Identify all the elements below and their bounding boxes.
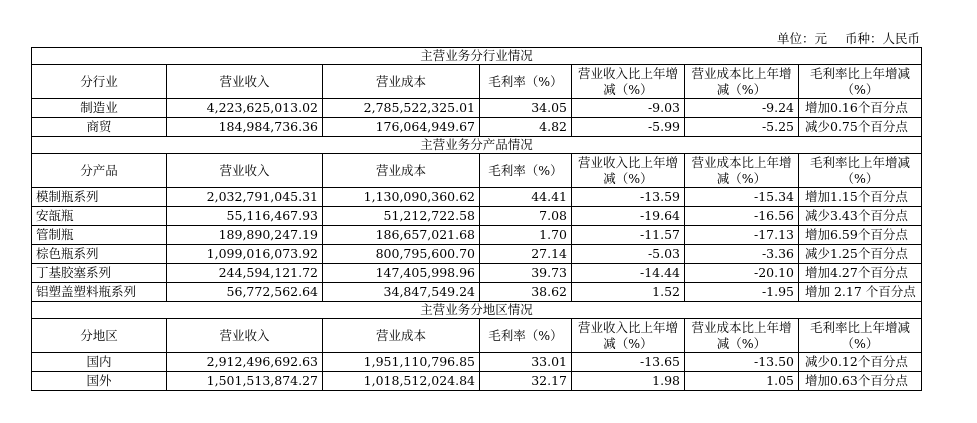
table-cell: 减少0.75个百分点 [799,118,922,137]
unit-line [763,29,920,47]
table-cell: 减少0.12个百分点 [799,353,922,372]
table-cell: 1.52 [572,283,685,302]
column-header: 营业成本比上年增减（%） [685,154,799,188]
table-cell: 44.41 [480,188,572,207]
table-cell: 34.05 [480,99,572,118]
table-cell: 244,594,121.72 [167,264,323,283]
table-cell: -19.64 [572,207,685,226]
table-cell: 增加0.63个百分点 [799,372,922,391]
table-cell: -1.95 [685,283,799,302]
column-header: 营业成本比上年增减（%） [685,319,799,353]
section-title-row [32,48,922,65]
table-row [32,372,922,391]
table-cell: -16.56 [685,207,799,226]
table-cell: 国外 [32,372,167,391]
table-cell: 186,657,021.68 [323,226,480,245]
column-header: 营业成本 [323,319,480,353]
column-header: 毛利率比上年增减（%） [799,319,922,353]
table-cell: 制造业 [32,99,167,118]
table-cell: 2,912,496,692.63 [167,353,323,372]
table-cell: 2,785,522,325.01 [323,99,480,118]
table-cell: 1.70 [480,226,572,245]
column-header: 毛利率比上年增减（%） [799,65,922,99]
main-business-table [31,47,922,391]
table-cell: -5.03 [572,245,685,264]
table-cell: 189,890,247.19 [167,226,323,245]
table-cell: 减少3.43个百分点 [799,207,922,226]
table-cell: 38.62 [480,283,572,302]
table-cell: 铝塑盖塑料瓶系列 [32,283,167,302]
table-cell: -11.57 [572,226,685,245]
table-cell: -15.34 [685,188,799,207]
column-header: 毛利率（%） [480,154,572,188]
table-cell: 1,501,513,874.27 [167,372,323,391]
table-row [32,118,922,137]
table-row [32,226,922,245]
table-cell: 184,984,736.36 [167,118,323,137]
table-cell: -13.50 [685,353,799,372]
column-header: 营业成本比上年增减（%） [685,65,799,99]
section-title-row [32,137,922,154]
table-cell: 增加1.15个百分点 [799,188,922,207]
table-cell: 176,064,949.67 [323,118,480,137]
table-cell: 55,116,467.93 [167,207,323,226]
table-cell: 增加6.59个百分点 [799,226,922,245]
table-cell: -13.65 [572,353,685,372]
table-row [32,264,922,283]
table-cell: -9.03 [572,99,685,118]
table-row [32,283,922,302]
column-header: 分地区 [32,319,167,353]
table-cell: 减少1.25个百分点 [799,245,922,264]
table-row [32,188,922,207]
column-header: 毛利率（%） [480,319,572,353]
column-header: 分行业 [32,65,167,99]
table-cell: 34,847,549.24 [323,283,480,302]
table-cell: 51,212,722.58 [323,207,480,226]
table-cell: 国内 [32,353,167,372]
column-header: 毛利率（%） [480,65,572,99]
table-cell: 56,772,562.64 [167,283,323,302]
table-cell: 147,405,998.96 [323,264,480,283]
unit-label: 单位：元 [776,31,827,46]
table-cell: 增加4.27个百分点 [799,264,922,283]
currency-label: 币种：人民币 [844,31,920,46]
table-row [32,245,922,264]
column-header: 营业收入 [167,65,323,99]
table-cell: 丁基胶塞系列 [32,264,167,283]
section-title: 主营业务分行业情况 [32,48,922,65]
header-row [32,65,922,99]
table-cell: 4,223,625,013.02 [167,99,323,118]
table-cell: 1.98 [572,372,685,391]
header-row [32,154,922,188]
table-row [32,99,922,118]
column-header: 营业收入 [167,319,323,353]
table-cell: 1,951,110,796.85 [323,353,480,372]
table-cell: 32.17 [480,372,572,391]
table-cell: 1,130,090,360.62 [323,188,480,207]
section-title-row [32,302,922,319]
table-cell: 安瓿瓶 [32,207,167,226]
table-cell: 管制瓶 [32,226,167,245]
table-cell: -5.99 [572,118,685,137]
column-header: 营业收入 [167,154,323,188]
table-cell: -5.25 [685,118,799,137]
header-row [32,319,922,353]
table-cell: 7.08 [480,207,572,226]
table-cell: 模制瓶系列 [32,188,167,207]
table-cell: 商贸 [32,118,167,137]
table-cell: 1.05 [685,372,799,391]
section-title: 主营业务分产品情况 [32,137,922,154]
table-cell: -9.24 [685,99,799,118]
table-row [32,207,922,226]
table-cell: -20.10 [685,264,799,283]
table-cell: 1,099,016,073.92 [167,245,323,264]
table-cell: -17.13 [685,226,799,245]
column-header: 营业收入比上年增减（%） [572,319,685,353]
table-cell: 棕色瓶系列 [32,245,167,264]
table-cell: 39.73 [480,264,572,283]
column-header: 营业成本 [323,154,480,188]
table-cell: 33.01 [480,353,572,372]
table-body [32,48,922,391]
column-header: 营业成本 [323,65,480,99]
table-cell: 800,795,600.70 [323,245,480,264]
table-cell: 1,018,512,024.84 [323,372,480,391]
table-row [32,353,922,372]
table-cell: 增加 2.17 个百分点 [799,283,922,302]
column-header: 营业收入比上年增减（%） [572,154,685,188]
table-cell: -3.36 [685,245,799,264]
table-cell: 4.82 [480,118,572,137]
table-cell: 27.14 [480,245,572,264]
column-header: 毛利率比上年增减（%） [799,154,922,188]
table-cell: 增加0.16个百分点 [799,99,922,118]
table-cell: 2,032,791,045.31 [167,188,323,207]
table-cell: -13.59 [572,188,685,207]
table-cell: -14.44 [572,264,685,283]
column-header: 营业收入比上年增减（%） [572,65,685,99]
section-title: 主营业务分地区情况 [32,302,922,319]
column-header: 分产品 [32,154,167,188]
